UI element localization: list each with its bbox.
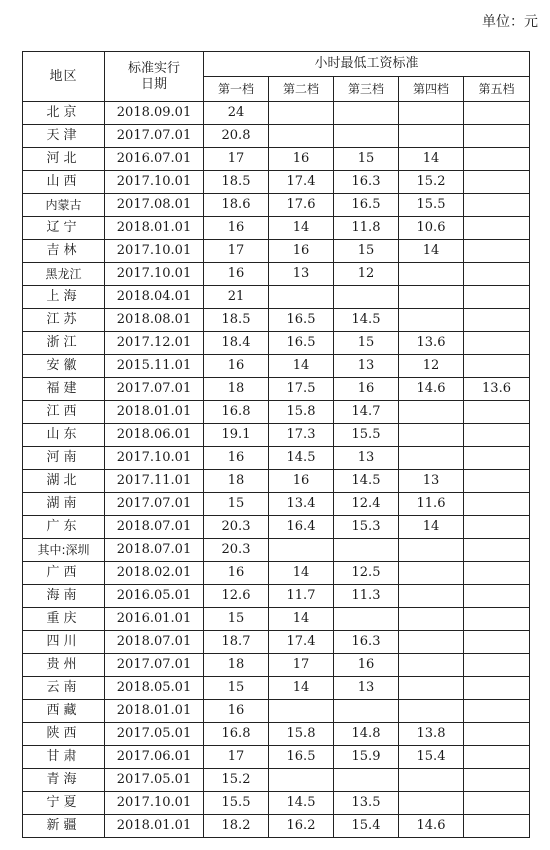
- table-row: [23, 470, 530, 493]
- date-cell: 2018.01.01: [105, 815, 204, 838]
- wage-cell: [334, 700, 399, 723]
- wage-cell: 17: [204, 148, 269, 171]
- wage-cell: 11.8: [334, 217, 399, 240]
- wage-cell: [464, 815, 530, 838]
- wage-cell: [464, 631, 530, 654]
- tier-header: 第一档: [204, 77, 269, 102]
- wage-cell: 16: [204, 562, 269, 585]
- wage-cell: 13.6: [399, 332, 464, 355]
- table-row: [23, 746, 530, 769]
- region-cell: 上海: [23, 286, 105, 309]
- region-cell: 宁夏: [23, 792, 105, 815]
- wage-cell: 10.6: [399, 217, 464, 240]
- wage-cell: 20.3: [204, 516, 269, 539]
- table-row: [23, 309, 530, 332]
- region-cell: 浙江: [23, 332, 105, 355]
- wage-cell: 12.5: [334, 562, 399, 585]
- wage-cell: 15: [334, 332, 399, 355]
- wage-cell: 14: [269, 608, 334, 631]
- region-cell: 山西: [23, 171, 105, 194]
- wage-cell: [464, 424, 530, 447]
- wage-cell: 14: [399, 148, 464, 171]
- wage-cell: 15: [334, 148, 399, 171]
- date-cell: 2016.07.01: [105, 148, 204, 171]
- region-cell: 甘肃: [23, 746, 105, 769]
- wage-cell: [464, 516, 530, 539]
- region-cell: 云南: [23, 677, 105, 700]
- wage-cell: 17.5: [269, 378, 334, 401]
- wage-cell: [464, 286, 530, 309]
- wage-cell: 17.4: [269, 171, 334, 194]
- wage-cell: [464, 171, 530, 194]
- wage-cell: 18: [204, 378, 269, 401]
- wage-cell: 16.4: [269, 516, 334, 539]
- date-header: [105, 52, 204, 102]
- region-cell: 海南: [23, 585, 105, 608]
- wage-cell: 12.4: [334, 493, 399, 516]
- wage-cell: 16: [269, 148, 334, 171]
- wage-cell: 14.5: [334, 309, 399, 332]
- region-cell: 广西: [23, 562, 105, 585]
- region-cell: 辽宁: [23, 217, 105, 240]
- table-row: [23, 516, 530, 539]
- wage-cell: [464, 240, 530, 263]
- table-row: [23, 723, 530, 746]
- wage-cell: 16: [334, 378, 399, 401]
- unit-label: 单位：元: [482, 14, 538, 30]
- date-cell: 2018.05.01: [105, 677, 204, 700]
- wage-cell: [464, 723, 530, 746]
- wage-cell: 13: [269, 263, 334, 286]
- wage-cell: [399, 792, 464, 815]
- region-cell: 山东: [23, 424, 105, 447]
- wage-cell: [399, 309, 464, 332]
- wage-cell: [334, 769, 399, 792]
- region-cell: 湖南: [23, 493, 105, 516]
- wage-cell: 16.8: [204, 401, 269, 424]
- table-row: [23, 585, 530, 608]
- region-cell: 吉林: [23, 240, 105, 263]
- date-cell: 2018.02.01: [105, 562, 204, 585]
- wage-cell: 15.5: [399, 194, 464, 217]
- table-row: [23, 240, 530, 263]
- wage-cell: 18.2: [204, 815, 269, 838]
- wage-cell: 16: [204, 263, 269, 286]
- date-cell: 2017.08.01: [105, 194, 204, 217]
- wage-cell: 18.5: [204, 171, 269, 194]
- table-row: [23, 401, 530, 424]
- wage-cell: [334, 286, 399, 309]
- wage-cell: [334, 102, 399, 125]
- table-row: [23, 792, 530, 815]
- wage-cell: 17: [269, 654, 334, 677]
- region-cell: 新疆: [23, 815, 105, 838]
- tier-header: 第四档: [399, 77, 464, 102]
- wage-cell: 14.7: [334, 401, 399, 424]
- wage-cell: 14: [269, 355, 334, 378]
- wage-cell: 12: [399, 355, 464, 378]
- date-cell: 2018.07.01: [105, 539, 204, 562]
- date-cell: 2017.05.01: [105, 769, 204, 792]
- wage-cell: 15.4: [399, 746, 464, 769]
- region-cell: 内蒙古: [23, 194, 105, 217]
- wage-cell: 13: [334, 355, 399, 378]
- wage-cell: 11.7: [269, 585, 334, 608]
- wage-cell: [464, 493, 530, 516]
- region-cell: 陕西: [23, 723, 105, 746]
- date-cell: 2016.01.01: [105, 608, 204, 631]
- wage-cell: [464, 217, 530, 240]
- wage-cell: [269, 769, 334, 792]
- wage-cell: 24: [204, 102, 269, 125]
- date-cell: 2017.07.01: [105, 125, 204, 148]
- date-cell: 2017.10.01: [105, 263, 204, 286]
- wage-cell: [464, 769, 530, 792]
- wage-cell: 17: [204, 746, 269, 769]
- table-row: [23, 286, 530, 309]
- wage-cell: [464, 608, 530, 631]
- date-cell: 2017.11.01: [105, 470, 204, 493]
- wage-cell: 13.6: [464, 378, 530, 401]
- wage-cell: 14.8: [334, 723, 399, 746]
- wage-cell: 15: [334, 240, 399, 263]
- table-row: [23, 217, 530, 240]
- wage-cell: [464, 792, 530, 815]
- wage-cell: [399, 700, 464, 723]
- region-cell: 福建: [23, 378, 105, 401]
- wage-cell: 13: [334, 677, 399, 700]
- wage-cell: [464, 585, 530, 608]
- wage-cell: 13: [334, 447, 399, 470]
- wage-cell: 14: [269, 562, 334, 585]
- wage-cell: [464, 700, 530, 723]
- date-cell: 2017.06.01: [105, 746, 204, 769]
- table-row: [23, 332, 530, 355]
- wage-cell: [399, 562, 464, 585]
- region-header: 地区: [23, 52, 105, 102]
- wage-cell: 14: [399, 516, 464, 539]
- table-row: [23, 493, 530, 516]
- wage-cell: 14: [269, 677, 334, 700]
- region-cell: 黑龙江: [23, 263, 105, 286]
- wage-cell: [464, 677, 530, 700]
- table-row: [23, 378, 530, 401]
- wage-cell: 15: [204, 608, 269, 631]
- wage-cell: [399, 539, 464, 562]
- wage-cell: 11.3: [334, 585, 399, 608]
- date-header-line1: 标准实行: [127, 60, 180, 76]
- wage-cell: 20.3: [204, 539, 269, 562]
- wage-cell: [399, 102, 464, 125]
- tier-header: 第五档: [464, 77, 530, 102]
- region-cell: 河北: [23, 148, 105, 171]
- wage-cell: [334, 608, 399, 631]
- wage-cell: [269, 125, 334, 148]
- wage-cell: [464, 355, 530, 378]
- date-cell: 2017.07.01: [105, 493, 204, 516]
- wage-cell: [464, 125, 530, 148]
- wage-cell: 12.6: [204, 585, 269, 608]
- date-cell: 2017.07.01: [105, 654, 204, 677]
- date-cell: 2018.08.01: [105, 309, 204, 332]
- table-row: [23, 631, 530, 654]
- wage-cell: [464, 148, 530, 171]
- region-cell: 江苏: [23, 309, 105, 332]
- wage-cell: [399, 677, 464, 700]
- wage-cell: 15.2: [399, 171, 464, 194]
- date-cell: 2015.11.01: [105, 355, 204, 378]
- wage-cell: 11.6: [399, 493, 464, 516]
- region-cell: 四川: [23, 631, 105, 654]
- wage-cell: 18.5: [204, 309, 269, 332]
- wage-cell: 16.3: [334, 631, 399, 654]
- wage-cell: [269, 700, 334, 723]
- wage-cell: 17: [204, 240, 269, 263]
- wage-cell: [464, 332, 530, 355]
- region-cell: 北京: [23, 102, 105, 125]
- wage-cell: 16.5: [269, 309, 334, 332]
- date-cell: 2017.10.01: [105, 240, 204, 263]
- date-cell: 2018.06.01: [105, 424, 204, 447]
- wage-cell: [269, 102, 334, 125]
- wage-cell: 16: [334, 654, 399, 677]
- table-body: [23, 102, 530, 838]
- region-cell: 重庆: [23, 608, 105, 631]
- wage-cell: 17.6: [269, 194, 334, 217]
- date-cell: 2018.01.01: [105, 401, 204, 424]
- wage-cell: [464, 539, 530, 562]
- wage-cell: 16.2: [269, 815, 334, 838]
- wage-cell: 15.4: [334, 815, 399, 838]
- region-cell: 河南: [23, 447, 105, 470]
- date-cell: 2018.09.01: [105, 102, 204, 125]
- wage-cell: 15.5: [334, 424, 399, 447]
- wage-cell: [399, 125, 464, 148]
- wage-cell: 16.5: [269, 746, 334, 769]
- date-cell: 2017.10.01: [105, 171, 204, 194]
- table-row: [23, 125, 530, 148]
- wage-cell: 16.5: [334, 194, 399, 217]
- wage-cell: 15.3: [334, 516, 399, 539]
- wage-cell: [334, 125, 399, 148]
- wage-cell: 16.8: [204, 723, 269, 746]
- wage-cell: 14.5: [334, 470, 399, 493]
- wage-cell: 15.8: [269, 723, 334, 746]
- wage-cell: 16.5: [269, 332, 334, 355]
- wage-cell: [399, 424, 464, 447]
- wage-cell: 18: [204, 470, 269, 493]
- table-row: [23, 148, 530, 171]
- table-row: [23, 608, 530, 631]
- wage-cell: 15.8: [269, 401, 334, 424]
- wage-cell: 19.1: [204, 424, 269, 447]
- table-row: [23, 700, 530, 723]
- table-row: [23, 102, 530, 125]
- date-cell: 2018.04.01: [105, 286, 204, 309]
- wage-cell: 15.5: [204, 792, 269, 815]
- wage-cell: [399, 401, 464, 424]
- wage-cell: 18: [204, 654, 269, 677]
- wage-cell: [464, 263, 530, 286]
- date-cell: 2017.07.01: [105, 378, 204, 401]
- wage-cell: 14.5: [269, 447, 334, 470]
- wage-cell: 16: [204, 700, 269, 723]
- table-row: [23, 815, 530, 838]
- region-cell: 贵州: [23, 654, 105, 677]
- date-cell: 2018.01.01: [105, 700, 204, 723]
- table-row: [23, 171, 530, 194]
- wage-cell: 15: [204, 493, 269, 516]
- table-row: [23, 447, 530, 470]
- wage-cell: [464, 654, 530, 677]
- wage-cell: [399, 263, 464, 286]
- wage-cell: [464, 562, 530, 585]
- wage-cell: 13.8: [399, 723, 464, 746]
- wage-cell: [464, 102, 530, 125]
- region-cell: 青海: [23, 769, 105, 792]
- wage-cell: 14: [269, 217, 334, 240]
- wage-cell: 18.7: [204, 631, 269, 654]
- date-cell: 2018.07.01: [105, 516, 204, 539]
- wage-cell: 16: [269, 470, 334, 493]
- wage-cell: [464, 746, 530, 769]
- minimum-wage-table: [22, 51, 530, 838]
- wage-cell: 16: [269, 240, 334, 263]
- region-cell: 西藏: [23, 700, 105, 723]
- wage-cell: 18.4: [204, 332, 269, 355]
- wage-cell: 15.2: [204, 769, 269, 792]
- date-cell: 2017.10.01: [105, 447, 204, 470]
- wage-cell: 16: [204, 355, 269, 378]
- tier-header: 第二档: [269, 77, 334, 102]
- table-row: [23, 194, 530, 217]
- wage-cell: [399, 631, 464, 654]
- wage-cell: [269, 539, 334, 562]
- region-cell: 广东: [23, 516, 105, 539]
- wage-cell: [334, 539, 399, 562]
- region-cell: 安徽: [23, 355, 105, 378]
- region-cell: 其中:深圳: [23, 539, 105, 562]
- wage-cell: [399, 447, 464, 470]
- wage-cell: [399, 608, 464, 631]
- wage-cell: 21: [204, 286, 269, 309]
- wage-cell: [399, 769, 464, 792]
- table-row: [23, 539, 530, 562]
- wage-cell: 17.4: [269, 631, 334, 654]
- wage-cell: 14.5: [269, 792, 334, 815]
- date-cell: 2018.01.01: [105, 217, 204, 240]
- wage-cell: [464, 309, 530, 332]
- wage-cell: 16: [204, 447, 269, 470]
- wage-cell: 16.3: [334, 171, 399, 194]
- date-cell: 2016.05.01: [105, 585, 204, 608]
- wage-cell: 14: [399, 240, 464, 263]
- wage-cell: 15.9: [334, 746, 399, 769]
- table-row: [23, 355, 530, 378]
- wage-cell: [464, 401, 530, 424]
- wage-cell: 18.6: [204, 194, 269, 217]
- table-row: [23, 677, 530, 700]
- region-cell: 湖北: [23, 470, 105, 493]
- wage-cell: 20.8: [204, 125, 269, 148]
- wage-cell: 16: [204, 217, 269, 240]
- date-cell: 2017.10.01: [105, 792, 204, 815]
- wage-cell: 13: [399, 470, 464, 493]
- wage-cell: 12: [334, 263, 399, 286]
- wage-cell: [399, 585, 464, 608]
- wage-cell: [464, 194, 530, 217]
- wage-cell: [464, 470, 530, 493]
- wage-cell: [399, 286, 464, 309]
- date-header-line2: 日期: [140, 76, 167, 92]
- wage-cell: 13.4: [269, 493, 334, 516]
- hourly-wage-group-header: 小时最低工资标准: [204, 52, 530, 77]
- wage-cell: [464, 447, 530, 470]
- table-row: [23, 654, 530, 677]
- table-row: [23, 424, 530, 447]
- wage-cell: 14.6: [399, 378, 464, 401]
- tier-header: 第三档: [334, 77, 399, 102]
- date-cell: 2017.05.01: [105, 723, 204, 746]
- wage-cell: [269, 286, 334, 309]
- table-row: [23, 263, 530, 286]
- date-cell: 2018.07.01: [105, 631, 204, 654]
- date-cell: 2017.12.01: [105, 332, 204, 355]
- table-row: [23, 769, 530, 792]
- wage-cell: 13.5: [334, 792, 399, 815]
- region-cell: 江西: [23, 401, 105, 424]
- wage-cell: 15: [204, 677, 269, 700]
- wage-cell: 14.6: [399, 815, 464, 838]
- table-row: [23, 562, 530, 585]
- wage-cell: [399, 654, 464, 677]
- wage-cell: 17.3: [269, 424, 334, 447]
- region-cell: 天津: [23, 125, 105, 148]
